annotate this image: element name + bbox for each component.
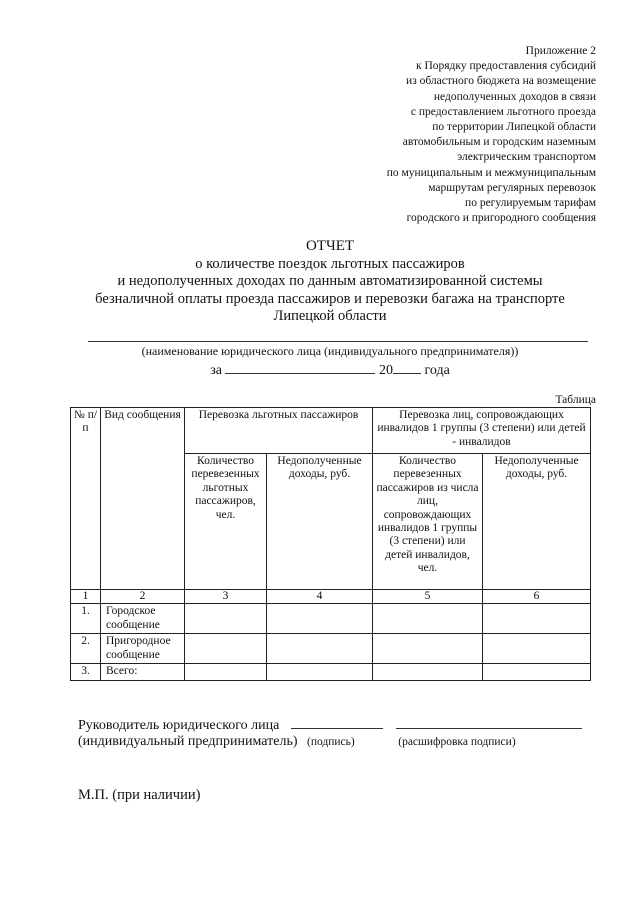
appendix-line: из областного бюджета на возмещение [406,75,596,88]
header-col5: Количество перевезенных пассажиров из числа лиц, сопровождающих инвалидов 1 группы (3 степени) или детей инвалидов, чел. [373,454,483,590]
table-row [71,634,591,664]
appendix-line: по регулируемым тарифам [465,197,596,210]
signature-label-line2: (индивидуальный предприниматель) [78,734,298,749]
cell-input[interactable] [267,634,373,664]
cell-input[interactable] [483,604,591,634]
appendix-line: маршрутам регулярных перевозок [428,181,596,194]
signature-label: Руководитель юридического лица [78,718,280,733]
row-num: 3. [71,664,101,680]
entity-name-line[interactable] [88,341,588,342]
table-caption: Таблица [555,394,596,406]
report-title-line: Липецкой области [273,308,387,324]
report-title [60,238,600,326]
appendix-line: Приложение 2 [525,45,596,57]
header-group-escorts: Перевозка лиц, сопровождающих инвалидов 1 группы (3 степени) или детей - инвалидов [373,408,591,454]
row-type: Городское сообщение [101,604,185,634]
column-number: 5 [373,590,483,604]
appendix-header [276,44,596,226]
appendix-line: автомобильным и городским наземным [402,136,596,149]
header-type: Вид сообщения [101,408,185,590]
report-title-line: безналичной оплаты проезда пассажиров и перевозки багажа на транспорте [95,290,565,307]
header-num: № п/п [71,408,101,590]
header-col3: Количество перевезенных льготных пассажиров, чел. [185,454,267,590]
column-number: 6 [483,590,591,604]
decode-caption: (расшифровка подписи) [398,736,516,748]
cell-input[interactable] [185,634,267,664]
row-num: 1. [71,604,101,634]
header-group-privileged: Перевозка льготных пассажиров [185,408,373,454]
appendix-line: электрическим транспортом [457,151,596,164]
signature-field[interactable] [291,715,383,729]
header-col6: Недополученные доходы, руб. [483,454,591,590]
cell-input[interactable] [267,664,373,680]
header-col4: Недополученные доходы, руб. [267,454,373,590]
cell-input[interactable] [185,604,267,634]
cell-input[interactable] [373,634,483,664]
column-number: 3 [185,590,267,604]
report-period [60,361,600,379]
cell-input[interactable] [373,664,483,680]
column-number: 1 [71,590,101,604]
cell-input[interactable] [185,664,267,680]
appendix-line: с предоставлением льготного проезда [410,105,596,118]
column-numbers-row [71,590,591,604]
signature-captions [78,734,516,750]
column-number: 4 [267,590,373,604]
appendix-line: недополученных доходов в связи [433,90,596,103]
report-heading: ОТЧЕТ [305,238,355,254]
row-type: Всего: [101,664,185,680]
row-num: 2. [71,634,101,664]
period-year-prefix: 20 [378,363,393,378]
report-title-line: о количестве поездок льготных пассажиров [195,255,465,272]
period-prefix: за [210,363,222,378]
period-suffix: года [424,363,450,378]
entity-name-caption: (наименование юридического лица (индивидуального предпринимателя)) [141,344,519,358]
table-header-row [71,408,591,454]
signature-decode-field[interactable] [396,715,582,729]
appendix-line: к Порядку предоставления субсидий [416,60,596,73]
table-row [71,604,591,634]
cell-input[interactable] [483,634,591,664]
table-row [71,664,591,680]
signature-caption: (подпись) [307,736,355,748]
cell-input[interactable] [483,664,591,680]
period-blank-field[interactable] [225,361,375,374]
report-table [70,407,591,681]
appendix-line: по муниципальным и межмуниципальным [386,166,596,179]
cell-input[interactable] [267,604,373,634]
appendix-line: по территории Липецкой области [432,121,596,134]
column-number: 2 [101,590,185,604]
signature-block [78,715,582,734]
row-type: Пригородное сообщение [101,634,185,664]
stamp-label: М.П. (при наличии) [78,787,201,803]
period-year-field[interactable] [393,361,421,374]
report-title-line: и недополученных доходах по данным автоматизированной системы [117,273,543,289]
appendix-line: городского и пригородного сообщения [406,212,596,225]
cell-input[interactable] [373,604,483,634]
